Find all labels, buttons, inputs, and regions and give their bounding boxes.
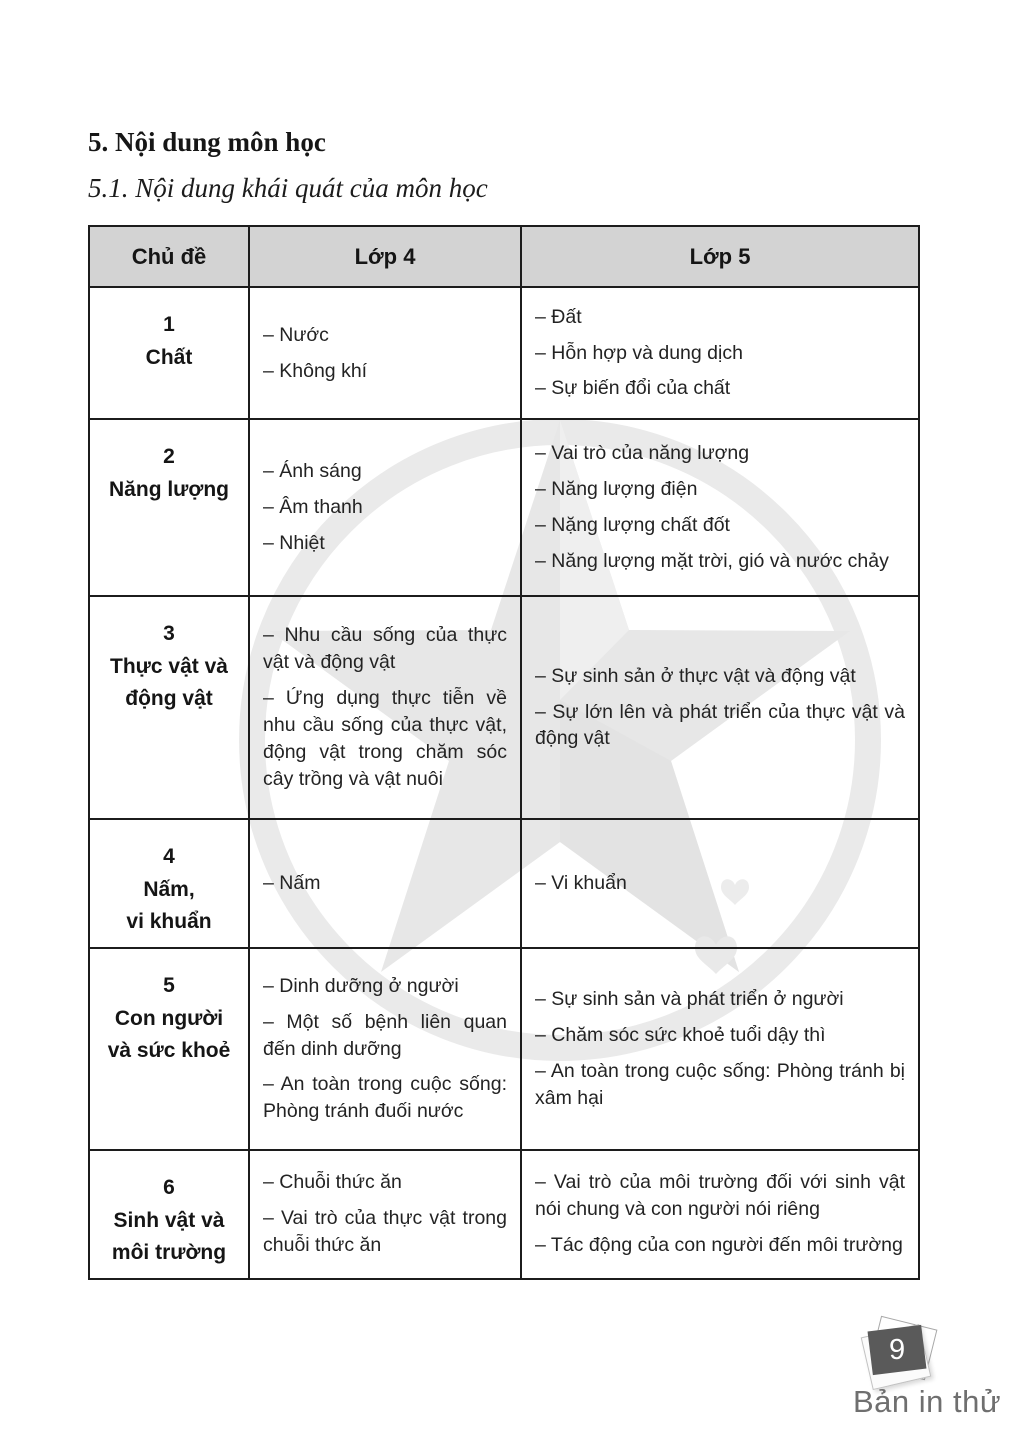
table-row bbox=[89, 287, 919, 419]
curriculum-item: – Vai trò của môi trường đối với sinh vật nói chung và con người nói riêng bbox=[535, 1171, 905, 1221]
curriculum-item: – Tác động của con người đến môi trường bbox=[535, 1234, 903, 1257]
grade5-cell bbox=[521, 1150, 919, 1279]
column-header-grade5: Lớp 5 bbox=[521, 226, 919, 287]
table-row bbox=[89, 1150, 919, 1279]
topic-number: 4 bbox=[163, 845, 175, 868]
topic-name-line: Nấm, bbox=[143, 877, 195, 901]
topic-number: 6 bbox=[163, 1176, 175, 1199]
badge-dark-square bbox=[868, 1325, 927, 1375]
curriculum-item: – Âm thanh bbox=[263, 496, 363, 519]
grade5-cell bbox=[521, 419, 919, 596]
curriculum-item: – An toàn trong cuộc sống: Phòng tránh bị xâm hại bbox=[535, 1060, 905, 1109]
curriculum-table bbox=[88, 225, 920, 1280]
topic-name-line: vi khuẩn bbox=[126, 910, 212, 934]
grade4-cell bbox=[249, 287, 521, 419]
table-row bbox=[89, 419, 919, 596]
curriculum-item: – Ứng dụng thực tiễn về nhu cầu sống của thực vật, động vật trong chăm sóc cây trồng và vật nuôi bbox=[263, 687, 507, 790]
topic-cell bbox=[89, 596, 249, 819]
topic-name-line: môi trường bbox=[111, 1241, 227, 1265]
page-number: 9 bbox=[888, 1333, 906, 1366]
topic-name-line: động vật bbox=[125, 687, 213, 711]
curriculum-item: – Nhu cầu sống của thực vật và động vật bbox=[263, 624, 507, 674]
curriculum-item: – Vai trò của thực vật trong chuỗi thức ăn bbox=[263, 1207, 507, 1257]
curriculum-item: – Năng lượng điện bbox=[535, 478, 698, 501]
column-header-topic: Chủ đề bbox=[89, 226, 249, 287]
curriculum-item: – Hỗn hợp và dung dịch bbox=[535, 341, 743, 364]
curriculum-item: – Nấm bbox=[263, 872, 321, 895]
grade4-cell bbox=[249, 596, 521, 819]
curriculum-item: – Nặng lượng chất đốt bbox=[535, 514, 730, 536]
topic-number: 5 bbox=[163, 974, 175, 997]
topic-name-line: Sinh vật và bbox=[113, 1208, 225, 1232]
table-row bbox=[89, 948, 919, 1150]
table-header-row bbox=[89, 226, 919, 287]
topic-cell bbox=[89, 287, 249, 419]
curriculum-item: – Nhiệt bbox=[263, 531, 325, 554]
topic-cell bbox=[89, 1150, 249, 1279]
grade5-cell bbox=[521, 596, 919, 819]
topic-cell bbox=[89, 819, 249, 948]
grade5-cell bbox=[521, 948, 919, 1150]
topic-name-line: Chất bbox=[145, 345, 193, 369]
curriculum-item: – An toàn trong cuộc sống: Phòng tránh đuối nước bbox=[263, 1073, 507, 1123]
curriculum-item: – Sự lớn lên và phát triển của thực vật và động vật bbox=[535, 700, 905, 750]
curriculum-item: – Sự biến đổi của chất bbox=[535, 377, 731, 400]
grade4-cell bbox=[249, 948, 521, 1150]
topic-cell bbox=[89, 419, 249, 596]
curriculum-item: – Dinh dưỡng ở người bbox=[263, 974, 459, 997]
curriculum-item: – Vai trò của năng lượng bbox=[535, 442, 750, 465]
grade5-cell bbox=[521, 819, 919, 948]
curriculum-item: – Sự sinh sản ở thực vật và động vật bbox=[535, 664, 856, 687]
topic-number: 3 bbox=[163, 622, 175, 645]
section-subtitle: 5.1. Nội dung khái quát của môn học bbox=[88, 173, 488, 203]
curriculum-item: – Một số bệnh liên quan đến dinh dưỡng bbox=[263, 1010, 507, 1060]
topic-number: 1 bbox=[163, 313, 175, 336]
topic-name-line: Năng lượng bbox=[109, 477, 229, 501]
grade4-cell bbox=[249, 419, 521, 596]
print-draft-stamp: Bản in thử bbox=[853, 1384, 1002, 1419]
topic-number: 2 bbox=[163, 445, 175, 468]
curriculum-item: – Ánh sáng bbox=[263, 460, 362, 483]
curriculum-item: – Đất bbox=[535, 305, 582, 328]
table-row bbox=[89, 819, 919, 948]
topic-name-line: và sức khoẻ bbox=[107, 1039, 231, 1063]
table-row bbox=[89, 596, 919, 819]
curriculum-item: – Chuỗi thức ăn bbox=[263, 1171, 402, 1194]
curriculum-item: – Sự sinh sản và phát triển ở người bbox=[535, 988, 844, 1011]
curriculum-item: – Nước bbox=[263, 323, 329, 346]
topic-name-line: Con người bbox=[114, 1006, 224, 1030]
grade5-cell bbox=[521, 287, 919, 419]
section-title: 5. Nội dung môn học bbox=[88, 127, 326, 157]
curriculum-item: – Năng lượng mặt trời, gió và nước chảy bbox=[535, 549, 889, 572]
curriculum-item: – Chăm sóc sức khoẻ tuổi dậy thì bbox=[535, 1024, 826, 1047]
column-header-grade4: Lớp 4 bbox=[249, 226, 521, 287]
grade4-cell bbox=[249, 1150, 521, 1279]
curriculum-item: – Vi khuẩn bbox=[535, 872, 627, 895]
topic-name-line: Thực vật và bbox=[110, 654, 228, 678]
curriculum-item: – Không khí bbox=[263, 359, 368, 382]
grade4-cell bbox=[249, 819, 521, 948]
topic-cell bbox=[89, 948, 249, 1150]
